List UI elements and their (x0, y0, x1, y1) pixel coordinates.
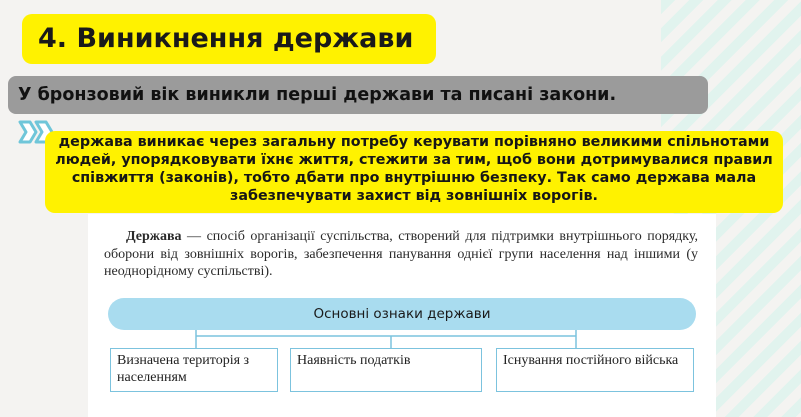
definition-term: Держава (126, 229, 182, 244)
definition-body: — спосіб організації суспільства, створений для підтримки внутрішнього порядку, оборони від зовнішніх ворогів, забезпечення панування однієї групи населення над іншими (у неоднорідному суспільстві). (104, 229, 698, 279)
textbook-definition (104, 228, 698, 281)
feature-box-territory: Визначена територія з населенням (110, 348, 278, 392)
diagram-title: Основні ознаки держави (108, 298, 696, 330)
section-subtitle: У бронзовий вік виникли перші держави та писані закони. (8, 76, 708, 114)
feature-box-army: Існування постійного війська (496, 348, 694, 392)
diagram-connector (88, 330, 716, 350)
section-title: 4. Виникнення держави (22, 14, 436, 64)
feature-box-taxes: Наявність податків (290, 348, 482, 392)
definition-highlight: держава виникає через загальну потребу керувати порівняно великими спільнотами людей, упорядковувати їхнє життя, стежити за тим, щоб вони дотримувалися правил співжиття (законів), тобто дбати про внутрішню безпеку. Так само держава мала забезпечувати захист від зовнішніх ворогів. (45, 131, 783, 213)
